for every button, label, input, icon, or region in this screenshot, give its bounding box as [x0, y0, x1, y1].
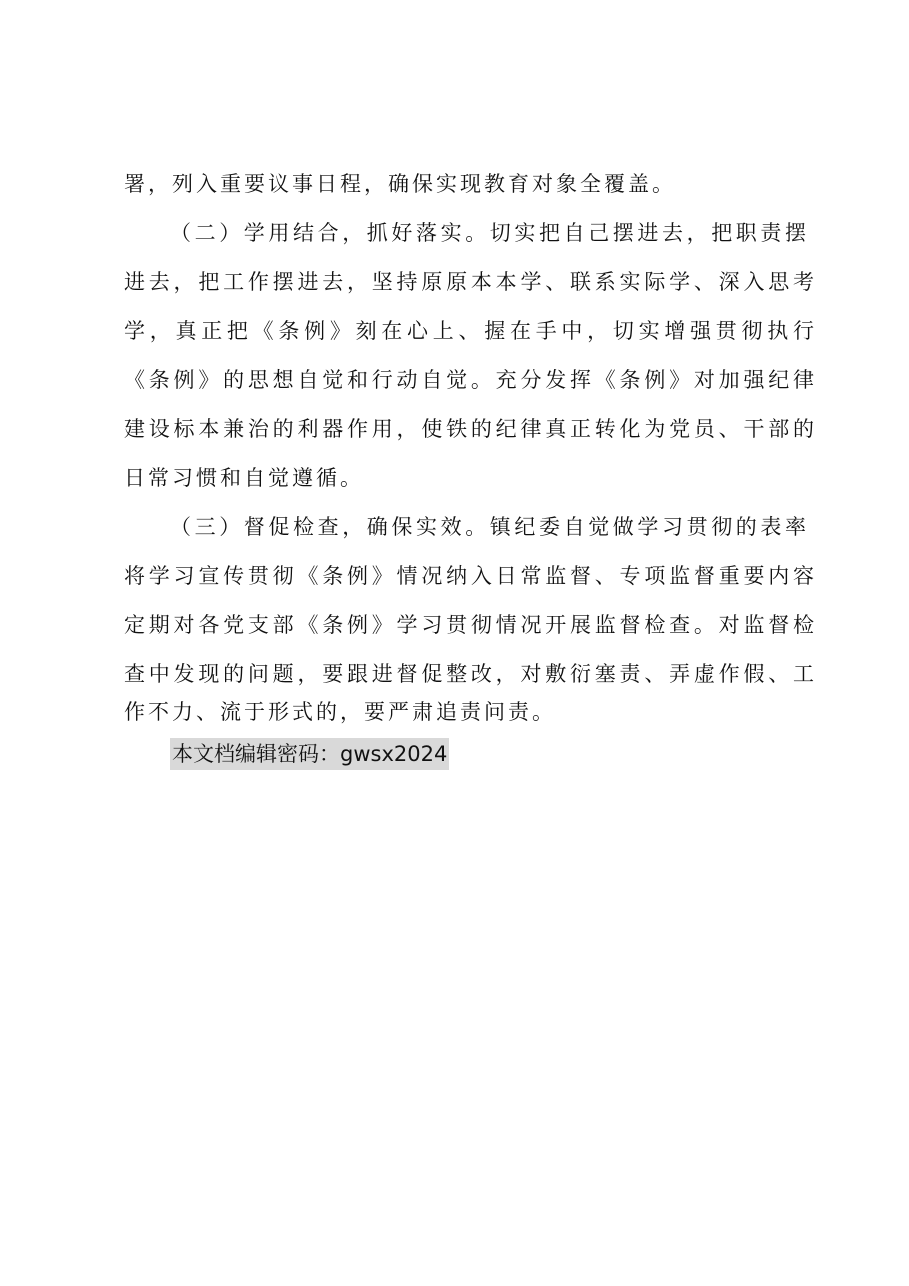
- paragraph-line-2: （二）学用结合，抓好落实。切实把自己摆进去，把职责摆: [170, 221, 806, 245]
- paragraph-line-7: 日常习惯和自觉遵循。: [124, 466, 364, 490]
- paragraph-line-6: 建设标本兼治的利器作用，使铁的纪律真正转化为党员、干部的: [124, 417, 814, 441]
- paragraph-line-11: 查中发现的问题，要跟进督促整改，对敷衍塞责、弄虚作假、工: [124, 662, 814, 686]
- paragraph-line-10: 定期对各党支部《条例》学习贯彻情况开展监督检查。对监督检: [124, 613, 814, 637]
- paragraph-line-3: 进去，把工作摆进去，坚持原原本本学、联系实际学、深入思考: [124, 270, 814, 294]
- paragraph-line-12: 作不力、流于形式的，要严肃追责问责。: [124, 700, 556, 724]
- paragraph-line-8: （三）督促检查，确保实效。镇纪委自觉做学习贯彻的表率: [170, 515, 806, 539]
- paragraph-line-4: 学，真正把《条例》刻在心上、握在手中，切实增强贯彻执行: [124, 319, 814, 343]
- paragraph-line-5: 《条例》的思想自觉和行动自觉。充分发挥《条例》对加强纪律: [124, 368, 814, 392]
- paragraph-line-9: 将学习宣传贯彻《条例》情况纳入日常监督、专项监督重要内容: [124, 564, 814, 588]
- edit-password-note: 本文档编辑密码：gwsx2024: [170, 738, 449, 770]
- paragraph-line-1: 署，列入重要议事日程，确保实现教育对象全覆盖。: [124, 172, 676, 196]
